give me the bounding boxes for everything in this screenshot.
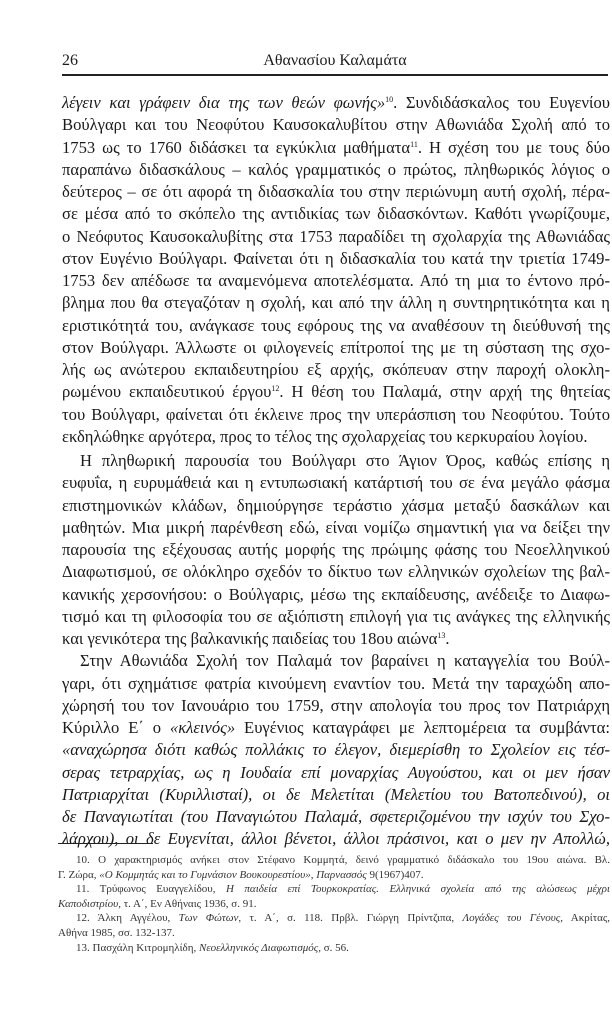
text-run: Πατριαρχίται (Κυριλλισταί), οι δε Μελετίται (Μελετίου του Βατοπεδινού), οι bbox=[62, 784, 610, 804]
text-run: παρουσία της εξέχουσας αυτής μορφής της πρώιμης φάσης του Νεοελληνικού bbox=[62, 540, 610, 559]
paragraph bbox=[62, 450, 610, 650]
text-line bbox=[62, 606, 610, 628]
text-line bbox=[58, 853, 610, 868]
text-run: , bbox=[310, 868, 317, 881]
text-run: Καποδιστρίου bbox=[58, 897, 119, 910]
text-run: λέγειν και γράφειν δια της των θεών φωνής» bbox=[62, 93, 386, 112]
text-run: βλημα που θα στεγαζόταν η σχολή, και από την άλλη η συντηρητικότητα και η bbox=[62, 293, 610, 313]
text-run: στον Ευγένιο Βούλγαρι. Φαίνεται ότι η διδασκαλία του κατά την τριετία 1749- bbox=[62, 248, 610, 268]
text-line bbox=[58, 868, 610, 883]
text-run: 1753 δεν απέδωσε τα αναμενόμενα αποτελέσματα. Από τη μια το έντονο πρό- bbox=[62, 271, 610, 290]
text-run: , σ. 56. bbox=[318, 941, 349, 954]
text-run: εριστικότητά του, ανάγκασε τους εφόρους της να αναθέσουν τη διεύθυνσή της bbox=[62, 315, 610, 335]
text-line bbox=[62, 784, 610, 806]
text-run: χώρησή του τον Ιανουάριο του 1759, στην απολογία του προς τον Πατριάρχη bbox=[62, 695, 610, 715]
text-line bbox=[58, 911, 610, 926]
text-run: στον Βούλγαρι. Άλλωστε οι φιλογενείς επίτροποί της με τη σύσταση της σχο- bbox=[62, 337, 610, 357]
page-number: 26 bbox=[62, 52, 78, 69]
text-run: ευφυΐα, η ευρυμάθειά και η εντυπωσιακή κατάρτισή του σε ένα μεγάλο φάσμα bbox=[62, 473, 610, 493]
text-run: . bbox=[445, 629, 450, 648]
running-title: Αθανασίου Καλαμάτα bbox=[263, 52, 407, 69]
text-run: δε Παναγιωτίται (του Παναγιώτου Παλαμά, σφετεριζομένου την ισχύν του Σχο- bbox=[62, 807, 610, 826]
text-run: «αναχώρησα διότι καθώς πολλάκις το έλεγον, διεμερίσθη το Σχολείον εις τέσ- bbox=[62, 740, 610, 760]
text-line bbox=[62, 628, 610, 650]
text-run: «κλεινός» bbox=[169, 718, 236, 737]
text-run: και γενικότερα της βαλκανικής παιδείας του 18ου αιώνα bbox=[62, 629, 438, 648]
text-line bbox=[62, 359, 610, 381]
footnote-marker[interactable]: 10 bbox=[385, 95, 394, 104]
text-run: Ευγένιος καταγράφει με λεπτομέρεια τα συμβάντα: bbox=[235, 718, 610, 737]
text-run: «Ο Κομμητάς και το Γυμνάσιον Βουκουρεστίου» bbox=[99, 868, 311, 881]
text-line bbox=[62, 248, 610, 270]
text-line bbox=[62, 137, 610, 159]
body-text bbox=[62, 92, 610, 851]
text-run: Η πληθωρική παρουσία του Βούλγαρι στο Άγιον Όρος, καθώς επίσης η bbox=[80, 451, 610, 470]
text-line bbox=[62, 762, 610, 784]
text-run: 10. Ο χαρακτηρισμός ανήκει στον Στέφανο Κομμητά, δεινό γραμματικό διδάσκαλο του 19ου αιώνα. Βλ. bbox=[76, 854, 610, 866]
text-line bbox=[62, 181, 610, 203]
text-run: Λογάδες του Γένους bbox=[462, 912, 561, 925]
footnote-marker[interactable]: 11 bbox=[410, 139, 418, 149]
footnote bbox=[58, 941, 610, 956]
text-run: Κύριλλο Ε΄ ο bbox=[62, 718, 170, 737]
text-run: Αθήνα 1985, σσ. 132-137. bbox=[58, 926, 175, 939]
text-line bbox=[62, 114, 610, 136]
text-line bbox=[62, 695, 610, 717]
text-run: Των Φώτων bbox=[178, 912, 239, 925]
footnote-marker[interactable]: 13 bbox=[437, 631, 446, 640]
text-run: Παρνασσός bbox=[316, 868, 367, 881]
text-line bbox=[62, 717, 610, 739]
running-header bbox=[62, 52, 608, 76]
text-run: του Βούλγαρι, φαίνεται ότι έκλεινε προς την υπεράσπιση του Νεοφύτου. Τούτο bbox=[62, 404, 610, 424]
text-line bbox=[62, 337, 610, 359]
text-run: εκδηλώθηκε αργότερα, προς το τέλος της σχολαρχείας του κερκυραίου λογίου. bbox=[62, 426, 588, 446]
text-run: σε μέσα από το σκόπελο της αντιδικίας των διδασκόντων. Καθότι γνωρίζουμε, bbox=[62, 204, 610, 224]
text-run: Νεοελληνικός Διαφωτισμός bbox=[198, 941, 319, 954]
text-line bbox=[62, 159, 610, 181]
text-line bbox=[62, 561, 610, 583]
text-run: δεύτερος – σε ότι αφορά τη διδασκαλία του στην περιώνυμη αυτή σχολή, πέρα- bbox=[62, 182, 610, 201]
text-run: ρωμένου εκπαιδευτικού έργου bbox=[62, 382, 272, 402]
text-run: , τ. Α΄, Εν Αθήναις 1936, σ. 91. bbox=[118, 897, 257, 910]
text-run: επιστημονικών κλάδων, δημιούργησε τεράστιο χάσμα μεταξύ δασκάλων και bbox=[62, 495, 610, 515]
text-line bbox=[62, 92, 610, 114]
text-line bbox=[62, 381, 610, 403]
text-run: σερας τετραρχίας, ως η Ιουδαία επί μοναρχίας Αυγούστου, και οι μεν ήσαν bbox=[62, 762, 610, 782]
text-run: , Ακρίτας, bbox=[560, 912, 610, 925]
footnote-divider bbox=[58, 843, 153, 844]
text-run: Γ. Ζώρα, bbox=[58, 868, 100, 881]
text-run: μαθητών. Μια μικρή παρένθεση εδώ, είναι νομίζω σημαντική για να δείξει την bbox=[62, 517, 610, 537]
text-run: 12. Άλκη Αγγέλου, bbox=[76, 912, 179, 925]
footnote-marker[interactable]: 12 bbox=[271, 384, 280, 394]
text-run: 1753 ως το 1760 διδάσκει τα εγκύκλια μαθήματα bbox=[62, 137, 411, 157]
text-line bbox=[62, 270, 610, 292]
text-run: κανικής χερσονήσου: ο Βούλγαρις, μέσω της εκπαίδευσης, ανέδειξε το Διαφω- bbox=[62, 584, 610, 604]
text-run: λάρχου), οι δε Ευγενίται, άλλοι βένετοι, άλλοι πράσινοι, και ο μεν ην Απολλώ, bbox=[62, 829, 610, 849]
text-run: Βούλγαρι και του Νεοφύτου Καυσοκαλυβίτου στην Αθωνιάδα Σχολή από το bbox=[62, 115, 610, 135]
text-line bbox=[58, 941, 610, 956]
text-run: γαρι, ότι σχημάτισε φατρία κινούμενη εναντίον του. Μετά την ταραχώδη απο- bbox=[62, 673, 610, 693]
text-run: Στην Αθωνιάδα Σχολή τον Παλαμά τον βαραίνει η καταγγελία του Βούλ- bbox=[80, 651, 610, 671]
text-line bbox=[62, 426, 610, 448]
text-run: τισμό και τη φιλοσοφία του σε αξιόπιστη επιλογή για τις ανάγκες της ελληνικής bbox=[62, 606, 610, 626]
text-line bbox=[62, 539, 610, 561]
footnote bbox=[58, 911, 610, 940]
text-run: . Η σχέση του με τους δύο bbox=[417, 137, 610, 157]
text-line bbox=[62, 806, 610, 828]
text-run: 9(1967)407. bbox=[366, 868, 424, 881]
text-run: παραπάνω διδασκάλους – καλός γραμματικός ο πρώτος, πληθωρικός λόγιος ο bbox=[62, 159, 610, 179]
text-line bbox=[62, 450, 610, 472]
text-line bbox=[58, 897, 610, 912]
text-run: . Η θέση του Παλαμά, στην αρχή της θητείας bbox=[279, 382, 610, 402]
text-run: 13. Πασχάλη Κιτρομηλίδη, bbox=[76, 941, 199, 954]
text-line bbox=[58, 882, 610, 897]
text-line bbox=[62, 673, 610, 695]
footnotes bbox=[58, 853, 610, 955]
text-line bbox=[62, 828, 610, 850]
text-run: . Συνδιδάσκαλος του Ευγενίου bbox=[393, 93, 610, 112]
text-line bbox=[62, 739, 610, 761]
text-line bbox=[62, 650, 610, 672]
text-line bbox=[62, 472, 610, 494]
text-run: ο Νεόφυτος Καυσοκαλυβίτης στα 1753 παραδίδει τη σχολαρχία της Αθωνιάδας bbox=[62, 226, 610, 246]
text-run: 11. Τρύφωνος Ευαγγελίδου, bbox=[76, 883, 226, 896]
text-line bbox=[62, 517, 610, 539]
footnote bbox=[58, 882, 610, 911]
text-line bbox=[62, 292, 610, 314]
text-run: λής ως ανώτερου εκπαιδευτηρίου εξ αρχής, σκόπευαν στην παροχή ολοκλη- bbox=[62, 360, 610, 379]
paragraph bbox=[62, 650, 610, 850]
text-line bbox=[58, 926, 610, 941]
footnote bbox=[58, 853, 610, 882]
text-run: Διαφωτισμού, σε ολόκληρο σχεδόν το δίκτυο των ελληνικών σχολείων της βαλ- bbox=[62, 562, 610, 582]
text-line bbox=[62, 203, 610, 225]
text-run: , τ. Α΄, σ. 118. Πρβλ. Γιώργη Πρίντζιπα, bbox=[238, 912, 463, 925]
text-line bbox=[62, 226, 610, 248]
text-line bbox=[62, 404, 610, 426]
text-run: Η παιδεία επί Τουρκοκρατίας. Ελληνικά σχολεία από της αλώσεως μέχρι bbox=[225, 883, 610, 896]
text-line bbox=[62, 495, 610, 517]
paragraph bbox=[62, 92, 610, 448]
text-line bbox=[62, 315, 610, 337]
text-line bbox=[62, 584, 610, 606]
